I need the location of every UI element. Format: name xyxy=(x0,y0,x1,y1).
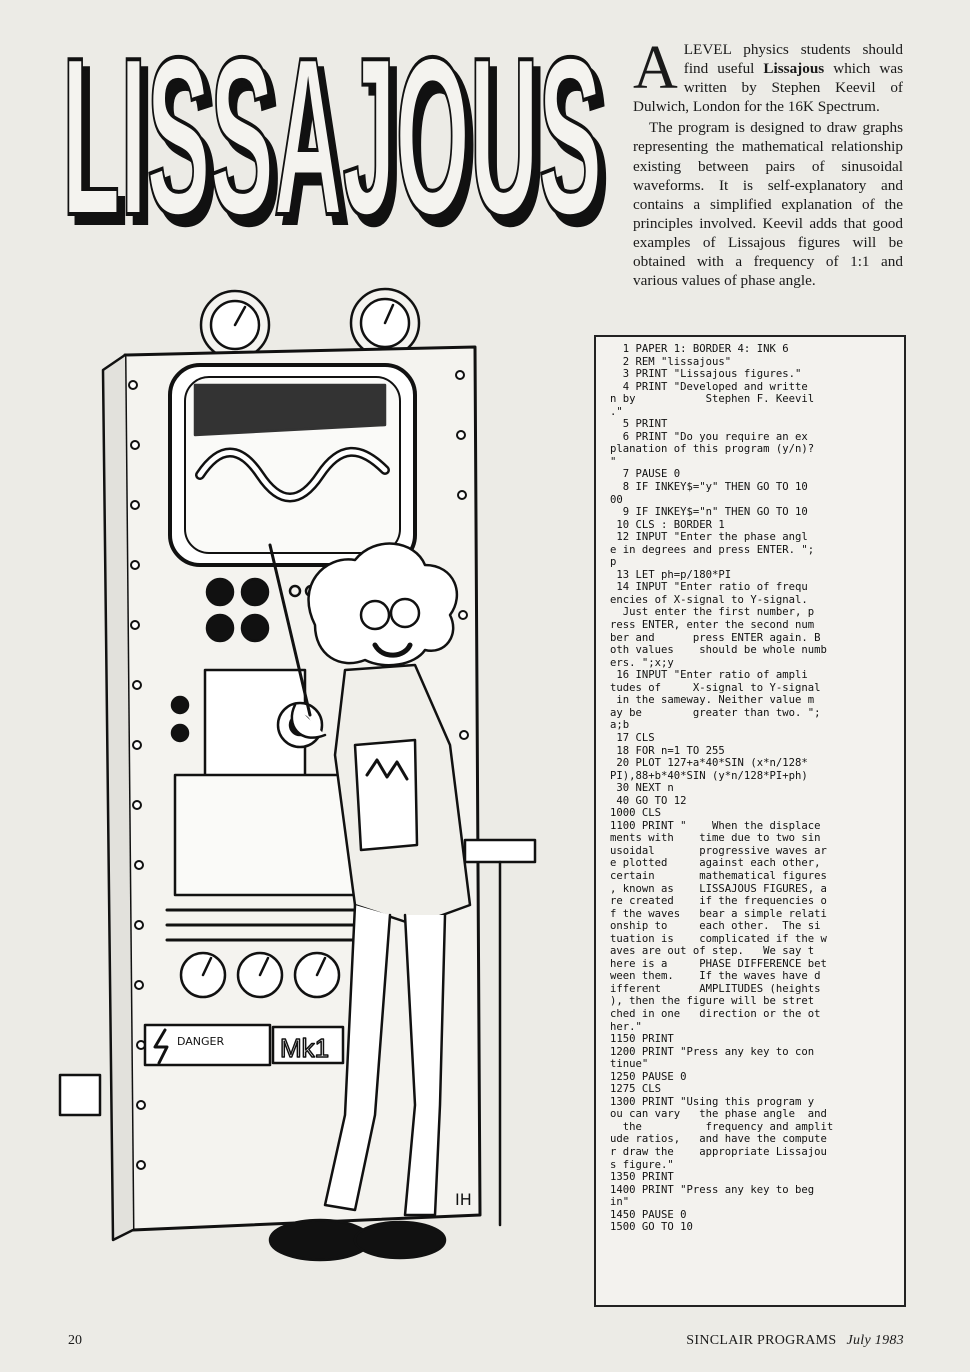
listing-line: 4 PRINT "Developed and writte xyxy=(610,380,808,393)
listing-line: s figure." xyxy=(610,1158,674,1171)
listing-line: 1500 GO TO 10 xyxy=(610,1221,693,1234)
listing-line: ay be greater than two. "; xyxy=(610,706,821,719)
listing-line: re created if the frequencies o xyxy=(610,895,827,908)
listing-line: ou can vary the phase angle and xyxy=(610,1108,827,1121)
listing-line: tinue" xyxy=(610,1058,649,1071)
listing-line: in" xyxy=(610,1196,630,1209)
listing-line: f the waves bear a simple relati xyxy=(610,907,827,920)
article-title xyxy=(60,18,615,233)
listing-line: n by Stephen F. Keevil xyxy=(610,393,815,406)
listing-line: " xyxy=(610,455,617,468)
listing-line: 17 CLS xyxy=(610,731,655,744)
artist-initials: IH xyxy=(455,1190,472,1209)
listing-line: 13 LET ph=p/180*PI xyxy=(610,568,732,581)
listing-line: 1000 CLS xyxy=(610,807,662,820)
listing-line: planation of this program (y/n)? xyxy=(610,443,815,456)
intro-text xyxy=(633,34,903,290)
listing-line: 10 CLS : BORDER 1 xyxy=(610,518,725,531)
listing-line: 00 xyxy=(610,493,623,506)
listing-line: ude ratios, and have the compute xyxy=(610,1133,827,1146)
listing-line: tuation is complicated if the w xyxy=(610,932,827,945)
listing-line: 8 IF INKEY$="y" THEN GO TO 10 xyxy=(610,481,808,494)
issue-date: July 1983 xyxy=(846,1333,904,1348)
listing-line: Just enter the first number, p xyxy=(610,606,815,619)
listing-line: encies of X-signal to Y-signal. xyxy=(610,593,808,606)
drop-cap: A xyxy=(633,34,678,102)
page-number: 20 xyxy=(68,1333,82,1348)
listing-line: 2 REM "lissajous" xyxy=(610,355,732,368)
program-listing xyxy=(594,335,906,1307)
listing-line: 1200 PRINT "Press any key to con xyxy=(610,1045,815,1058)
magazine-name: SINCLAIR PROGRAMS xyxy=(686,1333,837,1348)
listing-line: usoidal progressive waves ar xyxy=(610,844,827,857)
title-shadow: LISSAJOUS xyxy=(69,19,609,233)
listing-line: 3 PRINT "Lissajous figures." xyxy=(610,368,802,381)
footer-credit xyxy=(686,1333,904,1349)
intro-paragraph-2: The program is designed to draw graphs representing the mathematical relationship existing between pairs of sinusoidal waveforms. It is self-explanatory and contains a simplified explanation of the principles involved. Keevil adds that good examples of Lissajous figures will be obtained with a frequency of 1:1 and various values of phase angle. xyxy=(633,119,903,290)
listing-line: 18 FOR n=1 TO 255 xyxy=(610,744,725,757)
listing-line: 12 INPUT "Enter the phase angl xyxy=(610,531,808,544)
listing-line: 30 NEXT n xyxy=(610,782,674,795)
listing-line: 20 PLOT 127+a*40*SIN (x*n/128* xyxy=(610,757,808,770)
listing-line: 1100 PRINT " When the displace xyxy=(610,819,821,832)
listing-line: aves are out of step. We say t xyxy=(610,945,815,958)
listing-line: here is a PHASE DIFFERENCE bet xyxy=(610,957,827,970)
listing-line: 1400 PRINT "Press any key to beg xyxy=(610,1183,815,1196)
listing-line: ber and press ENTER again. B xyxy=(610,631,821,644)
title-face: LISSAJOUS xyxy=(62,18,602,233)
top-meter-right-icon xyxy=(351,289,419,357)
listing-line: 16 INPUT "Enter ratio of ampli xyxy=(610,669,808,682)
program-name: Lissajous xyxy=(763,60,825,78)
listing-line: ers. ";x;y xyxy=(610,656,674,669)
listing-line: 1250 PAUSE 0 xyxy=(610,1070,687,1083)
listing-line: 7 PAUSE 0 xyxy=(610,468,681,481)
danger-sign: DANGER xyxy=(177,1035,225,1048)
listing-line: 1 PAPER 1: BORDER 4: INK 6 xyxy=(610,343,789,355)
intro-paragraph-1 xyxy=(633,34,903,116)
listing-line: ments with time due to two sin xyxy=(610,832,821,845)
listing-line: 1150 PRINT xyxy=(610,1033,674,1046)
intro-p1-end: which was written by Stephen Keevil of Dulwich, London for the 16K Spectrum. xyxy=(633,60,903,116)
listing-line: 1450 PAUSE 0 xyxy=(610,1208,687,1221)
listing-line: r draw the appropriate Lissajou xyxy=(610,1146,827,1158)
listing-line: onship to each other. The si xyxy=(610,920,821,933)
listing-line: ched in one direction or the ot xyxy=(610,1007,821,1020)
listing-line: a;b xyxy=(610,719,630,732)
listing-line: 40 GO TO 12 xyxy=(610,794,687,807)
listing-line: 5 PRINT xyxy=(610,418,668,431)
title-graphic xyxy=(60,18,615,233)
listing-line: tudes of X-signal to Y-signal xyxy=(610,681,821,694)
listing-line: e plotted against each other, xyxy=(610,857,821,870)
listing-line: oth values should be whole numb xyxy=(610,644,827,657)
listing-line: ress ENTER, enter the second num xyxy=(610,619,815,632)
listing-line: , known as LISSAJOUS FIGURES, a xyxy=(610,882,827,895)
listing-line: PI),88+b*40*SIN (y*n/128*PI+ph) xyxy=(610,769,808,782)
listing-line: ifferent AMPLITUDES (heights xyxy=(610,982,821,995)
model-label: Mk1 xyxy=(280,1033,330,1063)
listing-line: e in degrees and press ENTER. "; xyxy=(610,543,815,556)
listing-line: ween them. If the waves have d xyxy=(610,970,821,983)
listing-line: 14 INPUT "Enter ratio of frequ xyxy=(610,581,808,594)
listing-line: 6 PRINT "Do you require an ex xyxy=(610,430,808,443)
top-meter-left-icon xyxy=(201,291,269,359)
listing-line: ), then the figure will be stret xyxy=(610,995,815,1008)
listing-line: her." xyxy=(610,1020,642,1033)
listing-line: p xyxy=(610,556,617,569)
listing-line: 1350 PRINT xyxy=(610,1171,674,1184)
plug-socket-icon xyxy=(60,1075,100,1115)
listing-line: 1300 PRINT "Using this program y xyxy=(610,1095,815,1108)
scientist-illustration xyxy=(55,285,595,1315)
listing-line: 9 IF INKEY$="n" THEN GO TO 10 xyxy=(610,506,808,519)
bottom-meters-icon xyxy=(181,953,339,997)
intro-p1-start: LEVEL physics students should find useful xyxy=(683,41,903,78)
listing-line: in the sameway. Neither value m xyxy=(610,694,815,707)
listing-line: certain mathematical figures xyxy=(610,869,827,882)
listing-line: ." xyxy=(610,405,623,418)
listing-line: the frequency and amplit xyxy=(610,1120,834,1133)
listing-line: 1275 CLS xyxy=(610,1083,662,1096)
